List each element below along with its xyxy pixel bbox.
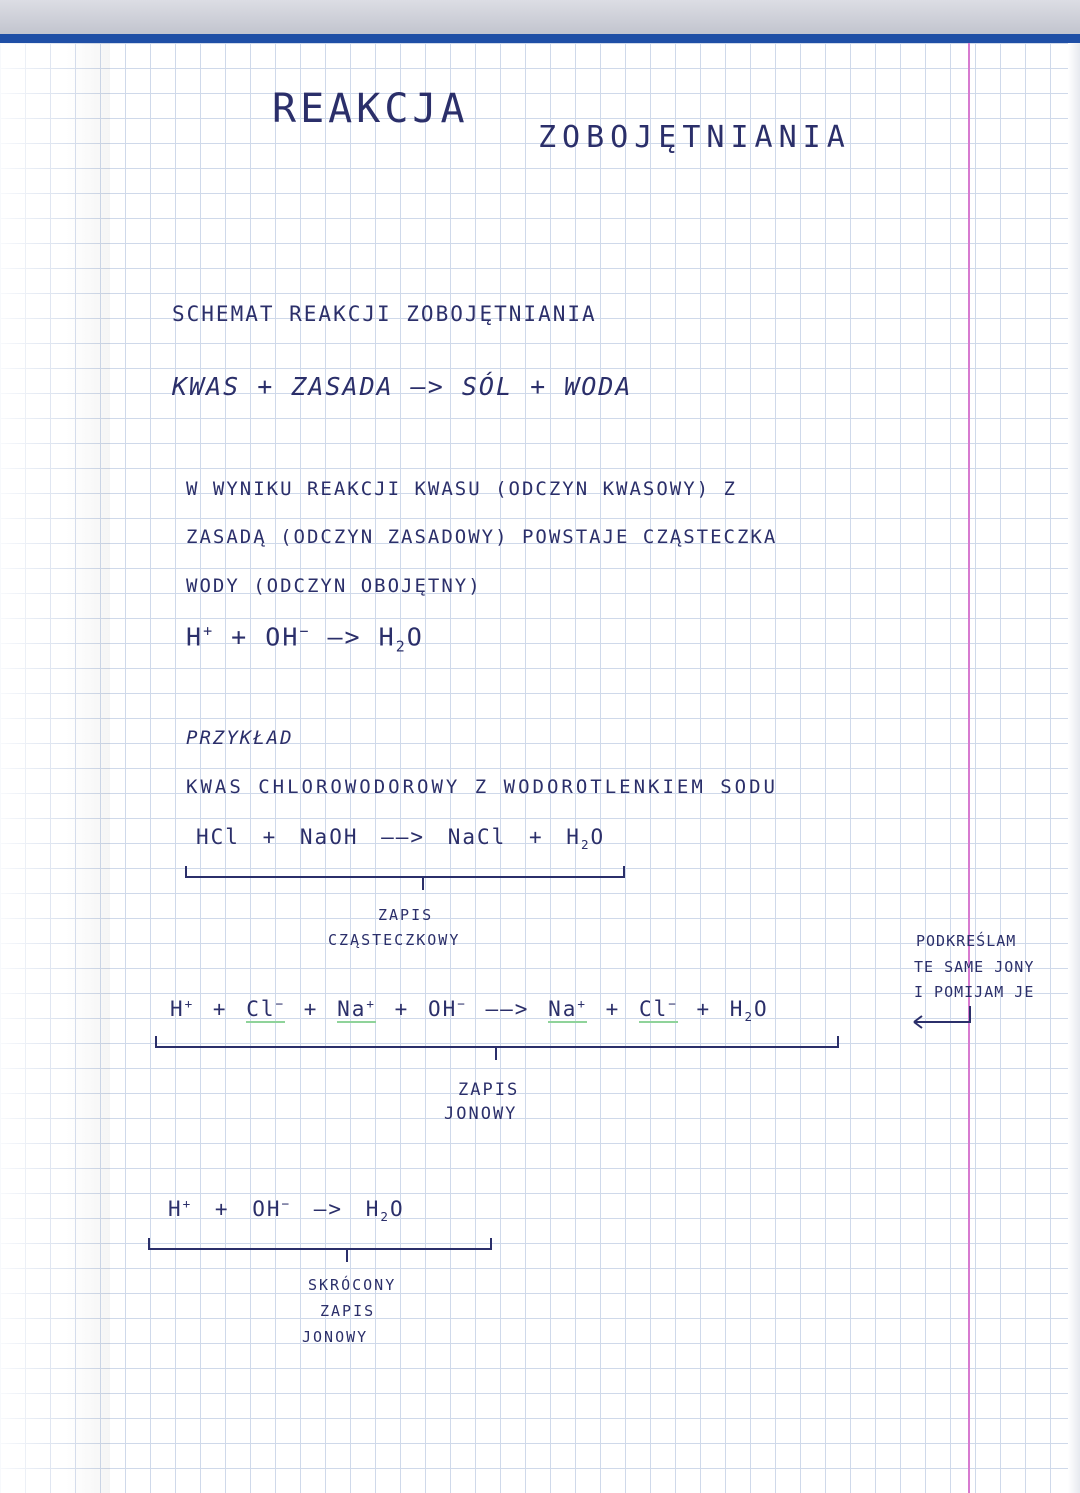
h-ion: H	[186, 622, 204, 652]
short-label-line-1: SKRÓCONY	[308, 1276, 397, 1294]
reaction-arrow: —>	[327, 622, 362, 652]
explanation-line-2: ZASADĄ (ODCZYN ZASADOWY) POWSTAJE CZĄSTECZKA	[186, 526, 778, 548]
h-ion-charge: +	[184, 996, 195, 1011]
water-sub: 2	[744, 1009, 755, 1025]
margin-line	[968, 43, 970, 1493]
margin-note-line-1: PODKREŚLAM	[916, 932, 1017, 950]
water-h: H	[729, 997, 745, 1021]
water-o: O	[754, 997, 769, 1021]
neutralization-equation	[186, 622, 424, 655]
na-ion: Na+	[337, 996, 376, 1021]
water-o: O	[590, 825, 606, 849]
page-top-blue-rule	[0, 34, 1080, 43]
hcl: HCl	[196, 825, 240, 849]
water-sub: 2	[395, 637, 407, 656]
nacl: NaCl	[447, 825, 507, 849]
oh-ion: OH	[265, 622, 300, 652]
example-description: KWAS CHLOROWODOROWY Z WODOROTLENKIEM SODU	[186, 776, 778, 798]
scheme-heading: SCHEMAT REAKCJI ZOBOJĘTNIANIA	[172, 302, 597, 326]
oh-ion-charge: −	[281, 1196, 292, 1211]
molecular-bracket-tick	[422, 878, 424, 890]
plus-sign: +	[214, 1197, 230, 1221]
oh-ion-charge: −	[299, 622, 311, 640]
molecular-label-line-1: ZAPIS	[378, 906, 434, 924]
ionic-equation: H+ + Cl− + Na+ + OH− ——> $Na^+ + Cl^- + H_2O$	[170, 996, 769, 1025]
cl-ion-product-charge: −	[668, 996, 678, 1011]
water-o: O	[389, 1197, 405, 1221]
h-ion-charge: +	[182, 1196, 193, 1211]
molecular-equation	[196, 825, 605, 852]
margin-note-line-3: I POMIJAM JE	[914, 983, 1035, 1001]
grid-paper	[0, 43, 1080, 1493]
margin-note-arrow-icon	[908, 1004, 978, 1040]
cl-ion-charge: −	[275, 996, 286, 1011]
scheme-equation: KWAS + ZASADA —> SÓL + WODA	[172, 372, 633, 401]
reaction-arrow: —>	[313, 1197, 344, 1221]
water-o: O	[406, 622, 424, 652]
oh-ion: OH	[427, 997, 458, 1021]
water-sub: 2	[380, 1209, 390, 1225]
water-h: H	[365, 1197, 381, 1221]
plus-sign: +	[231, 622, 249, 652]
short-ionic-bracket-tick	[346, 1250, 348, 1262]
h-ion-charge: +	[203, 622, 215, 640]
molecular-bracket	[185, 866, 625, 878]
binding-shadow	[0, 43, 110, 1493]
h-ion: H	[170, 997, 185, 1021]
naoh: NaOH	[299, 825, 359, 849]
page-title-part2: ZOBOJĘTNIANIA	[538, 120, 851, 155]
cl-ion: Cl−	[246, 996, 286, 1021]
ionic-bracket-tick	[495, 1048, 497, 1060]
page-title-part1: REAKCJA	[272, 86, 469, 132]
water-h: H	[566, 825, 581, 849]
page-right-edge	[1068, 43, 1080, 1493]
short-ionic-equation	[168, 1196, 405, 1224]
na-ion-product: Na+	[548, 996, 587, 1021]
short-ionic-bracket	[148, 1238, 492, 1250]
water-h: H	[378, 622, 396, 652]
ionic-label-line-1: ZAPIS	[458, 1080, 520, 1100]
short-label-line-2: ZAPIS	[320, 1302, 376, 1320]
water-sub: 2	[580, 837, 591, 853]
plus-sign: +	[262, 825, 278, 849]
reaction-arrow: ——>	[485, 997, 530, 1021]
molecular-label-line-2: CZĄSTECZKOWY	[328, 931, 461, 949]
h-ion: H	[168, 1197, 183, 1221]
reaction-arrow: ——>	[381, 825, 426, 849]
cl-ion-product: Cl−	[638, 996, 678, 1021]
plus-sign: +	[528, 825, 544, 849]
ionic-label-line-2: JONOWY	[444, 1104, 518, 1124]
na-ion-product-charge: +	[577, 996, 587, 1011]
explanation-line-1: W WYNIKU REAKCJI KWASU (ODCZYN KWASOWY) Z	[186, 478, 737, 500]
na-ion-charge: +	[366, 996, 376, 1011]
oh-ion: OH	[252, 1197, 282, 1221]
short-label-line-3: JONOWY	[302, 1328, 369, 1346]
margin-note-line-2: TE SAME JONY	[914, 958, 1035, 976]
ionic-bracket	[155, 1036, 839, 1048]
oh-ion-charge: −	[457, 996, 467, 1011]
explanation-line-3: WODY (ODCZYN OBOJĘTNY)	[186, 575, 482, 597]
example-heading: PRZYKŁAD	[186, 727, 294, 749]
